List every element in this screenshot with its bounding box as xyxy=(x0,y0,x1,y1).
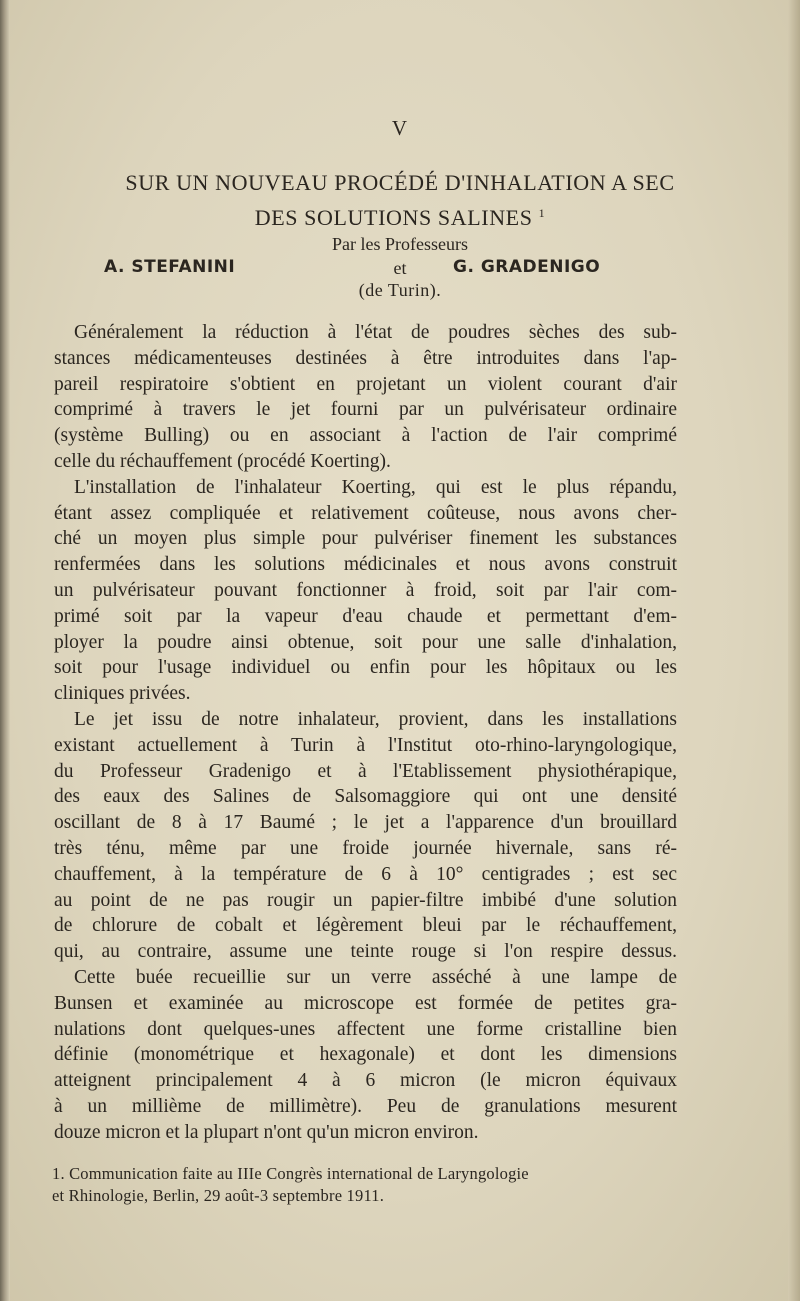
body-line: primé soit par la vapeur d'eau chaude et permettant d'em- xyxy=(54,605,677,627)
body-line: un pulvérisateur pouvant fonctionner à froid, soit par l'air com- xyxy=(54,579,677,601)
body-line: atteignent principalement 4 à 6 micron (le micron équivaux xyxy=(54,1070,677,1092)
body-line: ché un moyen plus simple pour pulvériser finement les substances xyxy=(54,528,677,550)
body-line: qui, au contraire, assume une teinte rouge si l'on respire dessus. xyxy=(54,941,677,963)
body-line: au point de ne pas rougir un papier-filtre imbibé d'une solution xyxy=(54,889,677,911)
author-affiliation: (de Turin). xyxy=(358,280,442,300)
title-line-2 xyxy=(40,198,760,233)
body-line: à un millième de millimètre). Peu de granulations mesurent xyxy=(54,1095,677,1117)
body-line: très ténu, même par une froide journée hivernale, sans ré- xyxy=(54,837,677,859)
body-line: définie (monométrique et hexagonale) et dont les dimensions xyxy=(54,1044,677,1066)
article-body xyxy=(54,320,677,1146)
body-line: stances médicamenteuses destinées à être introduites dans l'ap- xyxy=(54,347,677,369)
body-line: Cette buée recueillie sur un verre asséché à une lampe de xyxy=(74,966,677,988)
body-line: Bunsen et examinée au microscope est formée de petites gra- xyxy=(54,992,677,1014)
footnote xyxy=(52,1163,682,1207)
body-line: de chlorure de cobalt et légèrement bleui par le réchauffement, xyxy=(54,915,677,937)
page-binding-edge xyxy=(0,0,10,1301)
body-line: pareil respiratoire s'obtient en projetant un violent courant d'air xyxy=(54,373,677,395)
body-line: douze micron et la plupart n'ont qu'un micron environ. xyxy=(54,1121,479,1143)
page-right-edge xyxy=(788,0,800,1301)
body-line: Le jet issu de notre inhalateur, provient, dans les installations xyxy=(74,708,677,730)
body-line: soit pour l'usage individuel ou enfin pour les hôpitaux ou les xyxy=(54,657,677,679)
byline-conjunction: et xyxy=(393,258,407,278)
body-line: ployer la poudre ainsi obtenue, soit pour une salle d'inhalation, xyxy=(54,631,677,653)
body-line: renfermées dans les solutions médicinales et nous avons construit xyxy=(54,554,677,576)
byline-intro: Par les Professeurs xyxy=(332,234,468,254)
footnote-line-1: 1. Communication faite au IIIe Congrès international de Laryngologie xyxy=(52,1164,529,1183)
body-line: des eaux des Salines de Salsomaggiore qui ont une densité xyxy=(54,786,677,808)
body-line: existant actuellement à Turin à l'Institut oto-rhino-laryngologique, xyxy=(54,734,677,756)
author-gradenigo: G. GRADENIGO xyxy=(453,257,601,277)
body-line: cliniques privées. xyxy=(54,683,191,705)
body-line: du Professeur Gradenigo et à l'Etablissement physiothérapique, xyxy=(54,760,677,782)
footnote-marker: 1 xyxy=(538,206,546,220)
title-line-2-text: DES SOLUTIONS SALINES xyxy=(254,205,533,230)
body-line: comprimé à travers le jet fourni par un pulvérisateur ordinaire xyxy=(54,399,677,421)
title-line-1: SUR UN NOUVEAU PROCÉDÉ D'INHALATION A SEC xyxy=(125,170,675,195)
body-line: L'installation de l'inhalateur Koerting, qui est le plus répandu, xyxy=(74,476,677,498)
author-stefanini: A. STEFANINI xyxy=(104,257,236,277)
footnote-line-2: et Rhinologie, Berlin, 29 août-3 septembre 1911. xyxy=(52,1186,385,1205)
chapter-number: V xyxy=(391,116,409,140)
article-title xyxy=(40,168,760,233)
body-line: (système Bulling) ou en associant à l'action de l'air comprimé xyxy=(54,425,677,447)
body-line: celle du réchauffement (procédé Koerting). xyxy=(54,450,391,472)
body-line: étant assez compliquée et relativement coûteuse, nous avons cher- xyxy=(54,502,677,524)
body-line: oscillant de 8 à 17 Baumé ; le jet a l'apparence d'un brouillard xyxy=(54,812,677,834)
body-line: nulations dont quelques-unes affectent une forme cristalline bien xyxy=(54,1018,677,1040)
body-line: chauffement, à la température de 6 à 10° centigrades ; est sec xyxy=(54,863,677,885)
body-line: Généralement la réduction à l'état de poudres sèches des sub- xyxy=(74,322,677,343)
